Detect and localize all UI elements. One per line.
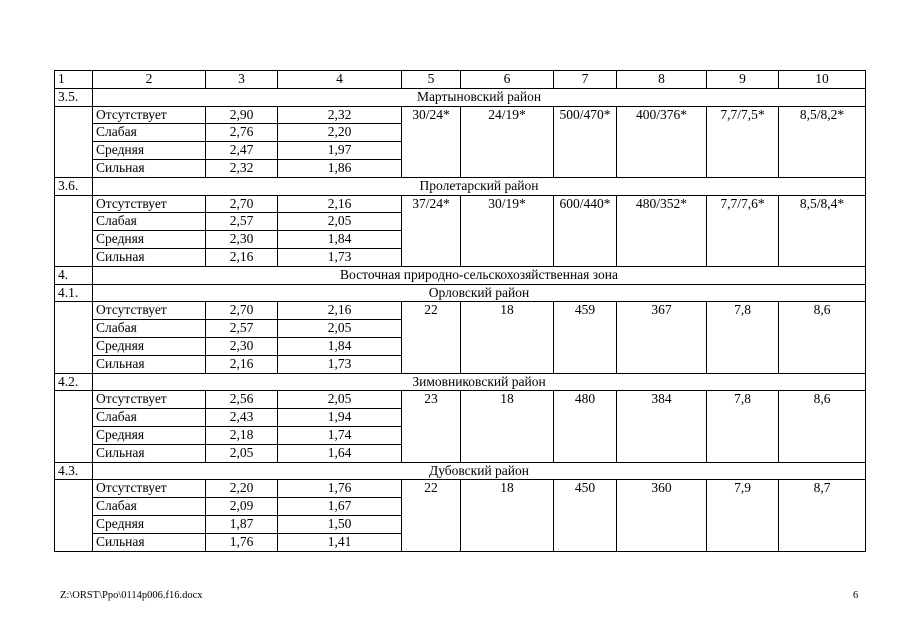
district-title: Зимовниковский район [93,373,866,391]
value-col3: 2,57 [206,213,278,231]
column-number-header: 10 [779,71,866,89]
value-col3: 2,05 [206,444,278,462]
value-col3: 2,90 [206,106,278,124]
degree-label: Средняя [93,142,206,160]
district-title-row [55,284,866,302]
value-col10: 8,6 [779,302,866,373]
empty-number-cell [55,302,93,373]
value-col4: 2,20 [278,124,402,142]
value-col4: 1,67 [278,498,402,516]
column-number-header: 8 [617,71,707,89]
table-row [55,302,866,320]
file-path: Z:\ORST\Ppo\0114p006.f16.docx [60,590,203,601]
value-col7: 459 [554,302,617,373]
district-title: Мартыновский район [93,88,866,106]
header-row [55,71,866,89]
district-title-row [55,373,866,391]
value-col9: 7,8 [707,302,779,373]
value-col9: 7,7/7,6* [707,195,779,266]
value-col5: 37/24* [402,195,461,266]
value-col10: 8,5/8,2* [779,106,866,177]
degree-label: Сильная [93,159,206,177]
value-col3: 2,56 [206,391,278,409]
value-col3: 2,16 [206,248,278,266]
value-col4: 1,84 [278,231,402,249]
value-col4: 1,76 [278,480,402,498]
value-col3: 2,20 [206,480,278,498]
district-title: Пролетарский район [93,177,866,195]
section-number: 4.2. [55,373,93,391]
value-col5: 23 [402,391,461,462]
degree-label: Сильная [93,248,206,266]
value-col6: 24/19* [461,106,554,177]
value-col4: 2,05 [278,213,402,231]
degree-label: Отсутствует [93,302,206,320]
page-number: 6 [853,590,859,601]
table-row [55,106,866,124]
value-col4: 2,05 [278,320,402,338]
degree-label: Отсутствует [93,480,206,498]
table-row [55,391,866,409]
value-col10: 8,6 [779,391,866,462]
empty-number-cell [55,195,93,266]
value-col5: 22 [402,302,461,373]
district-title: Дубовский район [93,462,866,480]
value-col3: 2,30 [206,337,278,355]
zone-row [55,266,866,284]
value-col5: 30/24* [402,106,461,177]
value-col3: 1,87 [206,515,278,533]
degree-label: Средняя [93,426,206,444]
value-col8: 360 [617,480,707,551]
value-col4: 2,32 [278,106,402,124]
degree-label: Средняя [93,515,206,533]
value-col8: 384 [617,391,707,462]
table-row [55,480,866,498]
column-number-header: 2 [93,71,206,89]
value-col4: 1,94 [278,409,402,427]
district-title: Орловский район [93,284,866,302]
section-number: 4. [55,266,93,284]
degree-label: Сильная [93,355,206,373]
value-col6: 18 [461,302,554,373]
degree-label: Слабая [93,498,206,516]
value-col3: 2,70 [206,195,278,213]
value-col4: 1,73 [278,248,402,266]
district-title-row [55,88,866,106]
value-col3: 2,18 [206,426,278,444]
column-number-header: 1 [55,71,93,89]
degree-label: Сильная [93,444,206,462]
value-col4: 1,50 [278,515,402,533]
column-number-header: 4 [278,71,402,89]
zone-title: Восточная природно-сельскохозяйственная зона [93,266,866,284]
value-col3: 1,76 [206,533,278,551]
district-title-row [55,177,866,195]
degree-label: Отсутствует [93,195,206,213]
value-col3: 2,09 [206,498,278,516]
value-col7: 600/440* [554,195,617,266]
value-col4: 1,97 [278,142,402,160]
value-col4: 2,16 [278,195,402,213]
value-col10: 8,5/8,4* [779,195,866,266]
value-col4: 1,64 [278,444,402,462]
value-col4: 1,86 [278,159,402,177]
value-col4: 1,74 [278,426,402,444]
column-number-header: 7 [554,71,617,89]
section-number: 4.1. [55,284,93,302]
value-col5: 22 [402,480,461,551]
section-number: 3.6. [55,177,93,195]
value-col7: 480 [554,391,617,462]
degree-label: Слабая [93,213,206,231]
value-col8: 480/352* [617,195,707,266]
value-col3: 2,47 [206,142,278,160]
value-col6: 30/19* [461,195,554,266]
value-col4: 2,05 [278,391,402,409]
value-col8: 367 [617,302,707,373]
empty-number-cell [55,480,93,551]
value-col10: 8,7 [779,480,866,551]
column-number-header: 9 [707,71,779,89]
empty-number-cell [55,391,93,462]
value-col3: 2,57 [206,320,278,338]
value-col3: 2,30 [206,231,278,249]
value-col6: 18 [461,480,554,551]
value-col7: 500/470* [554,106,617,177]
column-number-header: 6 [461,71,554,89]
degree-label: Отсутствует [93,391,206,409]
section-number: 4.3. [55,462,93,480]
value-col6: 18 [461,391,554,462]
data-table [54,70,866,552]
degree-label: Средняя [93,231,206,249]
value-col4: 2,16 [278,302,402,320]
degree-label: Слабая [93,124,206,142]
value-col3: 2,70 [206,302,278,320]
column-number-header: 3 [206,71,278,89]
value-col4: 1,84 [278,337,402,355]
degree-label: Слабая [93,409,206,427]
degree-label: Слабая [93,320,206,338]
value-col9: 7,9 [707,480,779,551]
value-col9: 7,8 [707,391,779,462]
column-number-header: 5 [402,71,461,89]
degree-label: Сильная [93,533,206,551]
value-col3: 2,32 [206,159,278,177]
value-col4: 1,73 [278,355,402,373]
degree-label: Средняя [93,337,206,355]
value-col3: 2,76 [206,124,278,142]
value-col8: 400/376* [617,106,707,177]
empty-number-cell [55,106,93,177]
table-row [55,195,866,213]
degree-label: Отсутствует [93,106,206,124]
section-number: 3.5. [55,88,93,106]
value-col3: 2,43 [206,409,278,427]
value-col4: 1,41 [278,533,402,551]
value-col3: 2,16 [206,355,278,373]
value-col9: 7,7/7,5* [707,106,779,177]
district-title-row [55,462,866,480]
value-col7: 450 [554,480,617,551]
